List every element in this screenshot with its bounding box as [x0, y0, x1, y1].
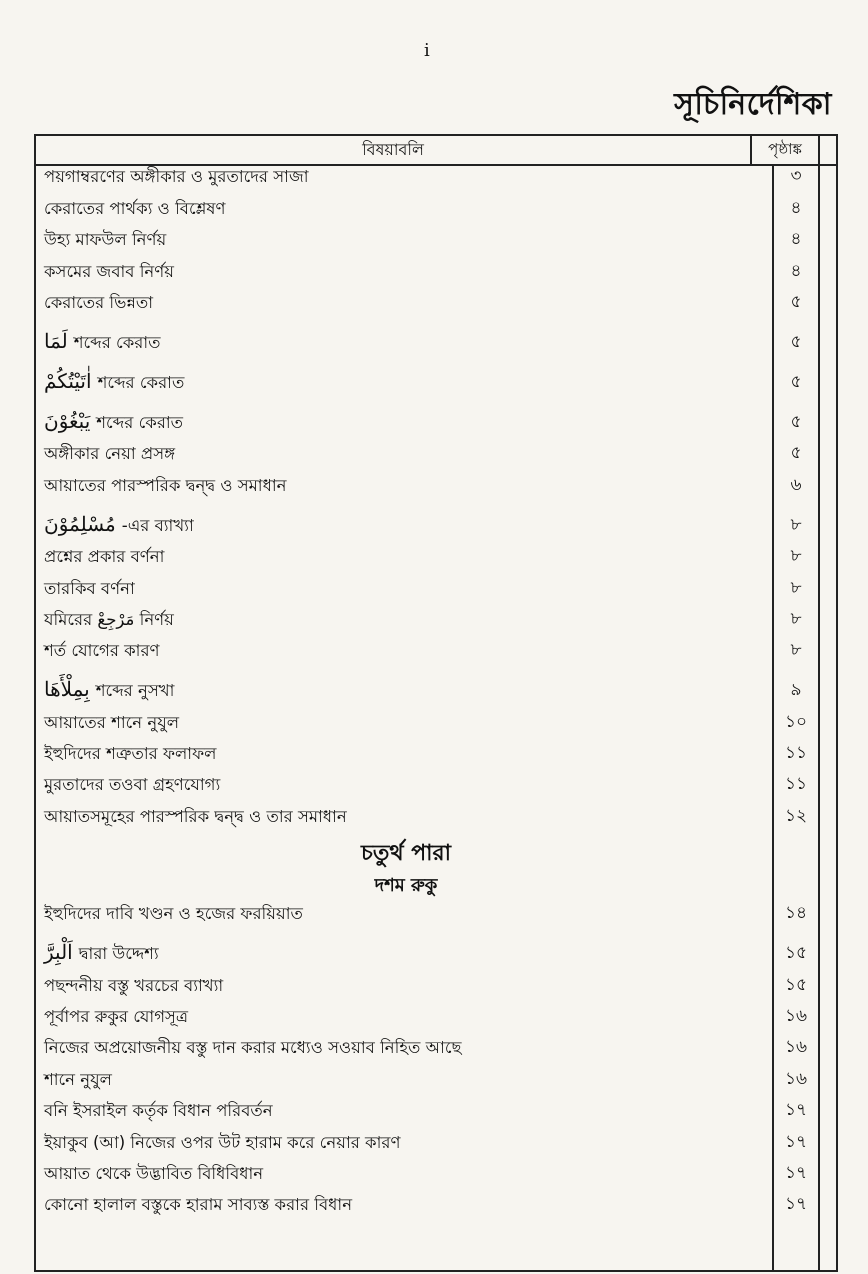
toc-row	[36, 229, 836, 260]
toc-row-page: ১০	[784, 711, 808, 732]
toc-row	[36, 166, 836, 197]
toc-row-topic	[44, 369, 184, 397]
toc-row-page: ১৭	[784, 1100, 808, 1121]
toc-row-topic	[44, 1192, 352, 1219]
toc-row-page: ১৭	[784, 1131, 808, 1152]
toc-row-topic	[44, 638, 160, 665]
toc-row	[36, 197, 836, 228]
toc-row-text: ইয়াকুব (আ) নিজের ওপর উট হারাম করে নেয়ার কারণ	[44, 1132, 401, 1152]
arabic-term: اٰتَيْتُكُمْ	[44, 368, 92, 393]
toc-row-page: ১৬	[784, 1037, 808, 1058]
toc-row-text: কোনো হালাল বস্তুকে হারাম সাব্যস্ত করার বিধান	[44, 1195, 353, 1215]
toc-row-topic	[44, 473, 286, 500]
toc-row-text: উহ্য মাফউল নির্ণয়	[44, 230, 167, 250]
toc-row-text: পূর্বাপর রুকুর যোগসূত্র	[44, 1007, 189, 1027]
toc-row-page: ১১	[784, 743, 808, 764]
toc-rows	[36, 166, 836, 1225]
toc-row	[36, 774, 836, 805]
toc-row-topic	[44, 677, 174, 705]
toc-row-page: ১৫	[784, 974, 808, 995]
toc-row-text: শানে নুযুল	[44, 1069, 112, 1089]
toc-row-topic	[44, 901, 303, 928]
toc-row-topic	[44, 973, 223, 1000]
toc-row	[36, 711, 836, 742]
toc-row	[36, 474, 836, 505]
toc-row	[36, 1163, 836, 1194]
toc-row	[36, 640, 836, 671]
toc-row-page: ১৭	[784, 1194, 808, 1215]
toc-row	[36, 609, 836, 640]
toc-row-text: শব্দের কেরাত	[73, 332, 161, 352]
toc-row	[36, 671, 836, 711]
header-page: পৃষ্ঠাঙ্ক	[750, 136, 820, 164]
toc-row-topic	[44, 329, 161, 357]
toc-row-page: ৮	[790, 640, 802, 661]
toc-row-topic	[44, 1067, 112, 1094]
toc-row	[36, 1194, 836, 1225]
arabic-term: بِمِلْأَهَا	[44, 677, 90, 702]
toc-row-text: পয়গাম্বরণের অঙ্গীকার ও মুরতাদের সাজা	[44, 167, 309, 187]
toc-row-topic	[44, 259, 174, 286]
toc-row-text: শর্ত যোগের কারণ	[44, 641, 160, 661]
toc-row	[36, 323, 836, 363]
toc-row-text: শব্দের নুসখা	[95, 681, 175, 701]
section-subtitle: দশম রুকু	[374, 874, 438, 896]
toc-row-page: ৩	[790, 166, 802, 187]
toc-row-page: ৫	[790, 291, 802, 312]
toc-row-text: ইহুদিদের দাবি খণ্ডন ও হজের ফরয়িয়াত	[44, 904, 303, 924]
toc-row-text: অঙ্গীকার নেয়া প্রসঙ্গ	[44, 444, 176, 464]
arabic-term: يَبْغُوْنَ	[44, 408, 91, 433]
toc-row-topic	[44, 290, 153, 317]
toc-row-page: ৬	[790, 474, 802, 495]
toc-row-topic	[44, 1004, 188, 1031]
toc-row-page: ১৭	[784, 1162, 808, 1183]
toc-row-text: আয়াতের পারস্পরিক দ্বন্দ্ব ও সমাধান	[44, 475, 287, 495]
toc-row	[36, 260, 836, 291]
toc-row-text: আয়াতসমূহের পারস্পরিক দ্বন্দ্ব ও তার সমাধান	[44, 806, 347, 826]
toc-row-topic	[44, 196, 225, 223]
toc-row-page: ৮	[790, 608, 802, 629]
toc-row	[36, 1006, 836, 1037]
toc-row	[36, 1131, 836, 1162]
toc-row-text: কেরাতের পার্থক্য ও বিশ্লেষণ	[44, 198, 226, 218]
toc-row-text: শব্দের কেরাত	[97, 372, 185, 392]
toc-row-topic	[44, 576, 135, 603]
toc-row	[36, 903, 836, 934]
toc-row	[36, 577, 836, 608]
toc-row-text: -এর ব্যাখ্যা	[121, 515, 194, 535]
arabic-term: اَلْبِرَّ	[44, 940, 73, 965]
toc-row	[36, 743, 836, 774]
toc-row-topic	[44, 164, 309, 191]
toc-row-topic	[44, 544, 164, 571]
toc-row-topic	[44, 512, 194, 540]
toc-row-text: পছন্দনীয় বস্তু খরচের ব্যাখ্যা	[44, 975, 224, 995]
toc-row-topic	[44, 441, 175, 468]
toc-row-topic	[44, 1130, 400, 1157]
toc-row-page: ৪	[790, 260, 802, 281]
section-title: চতুর্থ পারা	[360, 840, 452, 866]
toc-row	[36, 506, 836, 546]
toc-row	[36, 974, 836, 1005]
toc-row-page: ১৪	[784, 903, 808, 924]
toc-row-text: প্রশ্নের প্রকার বর্ণনা	[44, 547, 165, 567]
toc-row-text: দ্বারা উদ্দেশ্য	[78, 944, 159, 964]
toc-header	[36, 136, 836, 166]
toc-row-text: বনি ইসরাইল কর্তৃক বিধান পরিবর্তন	[44, 1101, 273, 1121]
toc-row-text: আয়াতের শানে নুযুল	[44, 712, 180, 732]
toc-row-page: ৫	[790, 331, 802, 352]
toc-row-page: ৮	[790, 546, 802, 567]
toc-row-topic	[44, 710, 179, 737]
toc-row-page: ১৬	[784, 1006, 808, 1027]
toc-row-topic	[44, 1035, 462, 1062]
toc-row-topic	[44, 804, 347, 831]
toc-row-text: যমিরের مَرْجِعْ নির্ণয়	[44, 609, 174, 629]
toc-row-topic	[44, 1098, 273, 1125]
toc-row-topic	[44, 607, 174, 634]
toc-row-topic	[44, 409, 183, 437]
toc-row-page: ৪	[790, 197, 802, 218]
toc-row	[36, 1100, 836, 1131]
toc-row-page: ৮	[790, 514, 802, 535]
page-title: সূচিনির্দেশিকা	[674, 87, 832, 122]
toc-row-page: ৯	[790, 680, 802, 701]
toc-row	[36, 443, 836, 474]
toc-row-topic	[44, 741, 216, 768]
toc-row-page: ৪	[790, 229, 802, 250]
arabic-term: لَمَا	[44, 328, 68, 353]
toc-row	[36, 934, 836, 974]
toc-row-text: তারকিব বর্ণনা	[44, 578, 135, 598]
toc-row-topic	[44, 940, 159, 968]
toc-row	[36, 805, 836, 836]
toc-row	[36, 403, 836, 443]
page-number: i	[424, 40, 430, 61]
toc-row-topic	[44, 772, 220, 799]
toc-row-topic	[44, 227, 166, 254]
toc-row-page: ৫	[790, 443, 802, 464]
toc-row-text: আয়াত থেকে উদ্ভাবিত বিধিবিধান	[44, 1163, 264, 1183]
toc-row	[36, 546, 836, 577]
toc-row-text: কেরাতের ভিন্নতা	[44, 292, 154, 312]
toc-row-topic	[44, 1161, 263, 1188]
arabic-term: مُسْلِمُوْنَ	[44, 511, 116, 536]
header-topic: বিষয়াবলি	[362, 139, 424, 159]
toc-row-text: মুরতাদের তওবা গ্রহণযোগ্য	[44, 775, 221, 795]
toc-row-text: ইহুদিদের শত্রুতার ফলাফল	[44, 744, 217, 764]
toc-row-text: নিজের অপ্রয়োজনীয় বস্তু দান করার মধ্যেও সওয়াব নিহিত আছে	[44, 1038, 462, 1058]
toc-row-page: ১৫	[784, 943, 808, 964]
toc-row-text: শব্দের কেরাত	[96, 412, 184, 432]
toc-row-page: ১৬	[784, 1068, 808, 1089]
toc-row	[36, 363, 836, 403]
toc-row-text: কসমের জবাব নির্ণয়	[44, 261, 174, 281]
toc-row-page: ৮	[790, 577, 802, 598]
toc-table	[34, 134, 838, 1272]
toc-row-page: ১১	[784, 774, 808, 795]
toc-row-page: ১২	[784, 805, 808, 826]
toc-row-page: ৫	[790, 371, 802, 392]
toc-row	[36, 1037, 836, 1068]
toc-row-page: ৫	[790, 411, 802, 432]
toc-row	[36, 1068, 836, 1099]
toc-row	[36, 292, 836, 323]
